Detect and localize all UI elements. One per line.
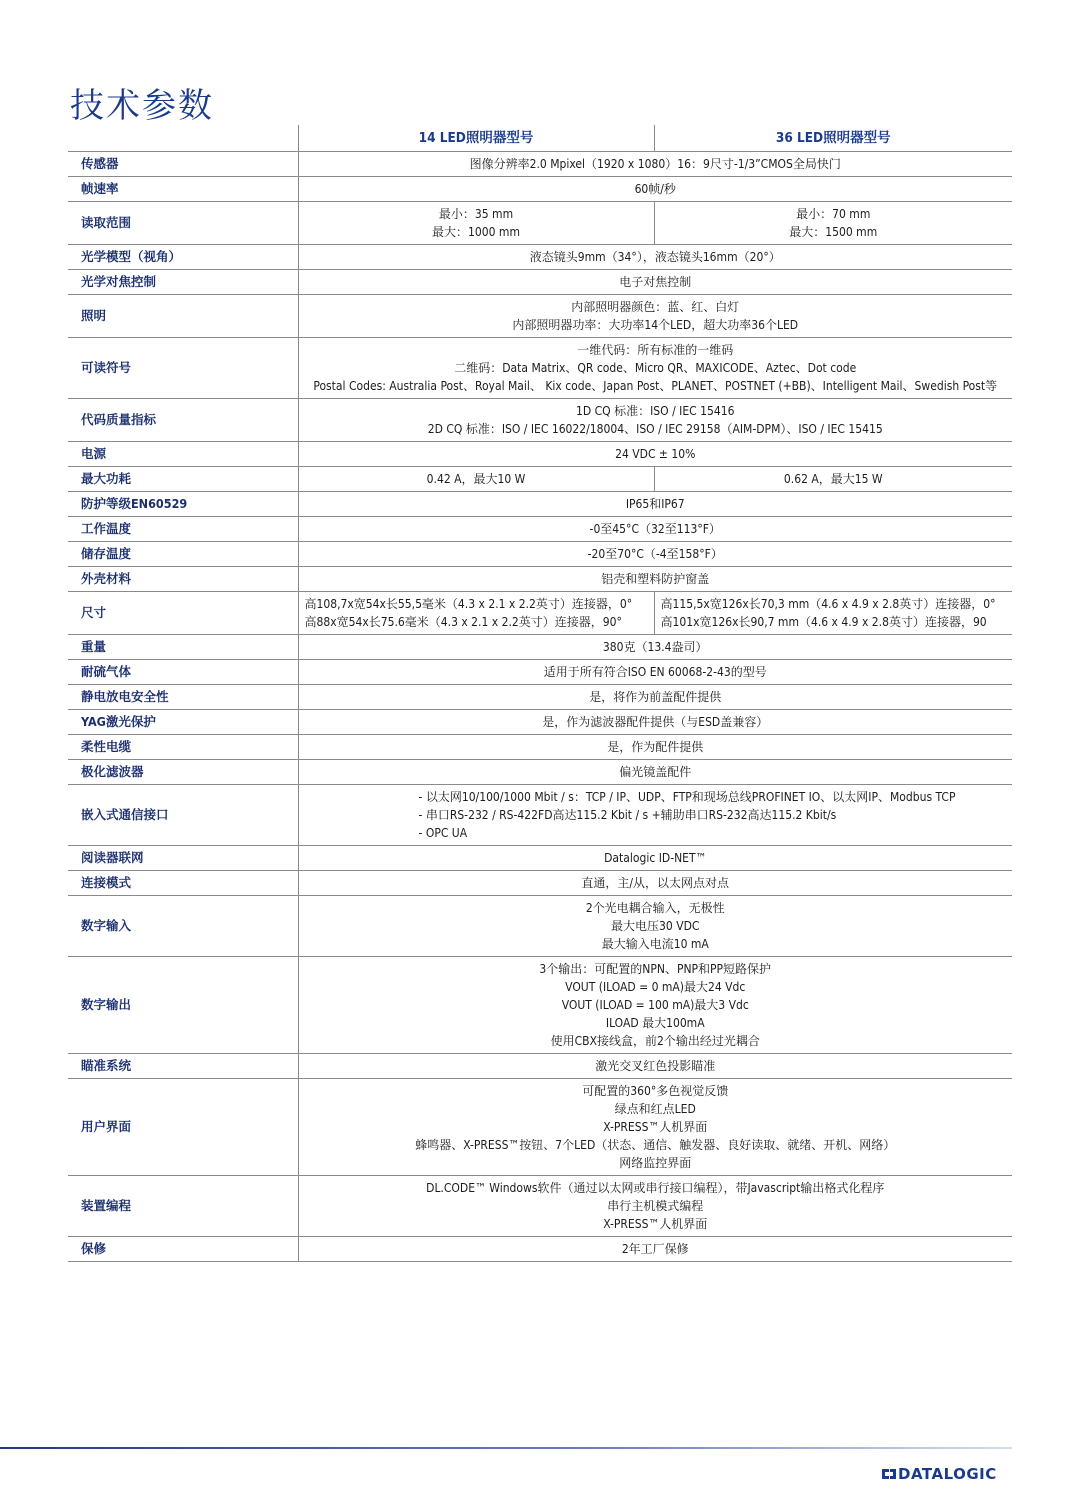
spec-label: 尺寸 (68, 592, 298, 635)
spec-value-line: 2年工厂保修 (621, 1242, 689, 1256)
spec-value-line: 最大输入电流10 mA (601, 937, 709, 951)
spec-label: 极化滤波器 (68, 760, 298, 785)
spec-label: 嵌入式通信接口 (68, 785, 298, 846)
table-row (68, 592, 1012, 635)
spec-value (298, 1237, 1012, 1262)
table-row (68, 517, 1012, 542)
table-row (68, 660, 1012, 685)
spec-body (68, 152, 1012, 1262)
spec-label: 重量 (68, 635, 298, 660)
spec-value-line: 绿点和红点LED (614, 1102, 696, 1116)
spec-value (298, 1176, 1012, 1237)
spec-value (298, 542, 1012, 567)
header-blank (68, 125, 298, 152)
spec-label: 防护等级EN60529 (68, 492, 298, 517)
spec-value-line: 24 VDC ± 10% (615, 447, 696, 461)
table-row (68, 177, 1012, 202)
spec-value (298, 152, 1012, 177)
table-row (68, 492, 1012, 517)
table-row (68, 152, 1012, 177)
spec-value-line: 2D CQ 标准：ISO / IEC 16022/18004、ISO / IEC 29158（AIM-DPM）、ISO / IEC 15415 (427, 422, 883, 436)
table-row (68, 735, 1012, 760)
table-row (68, 338, 1012, 399)
header-36led: 36 LED照明器型号 (654, 125, 1012, 152)
table-row (68, 846, 1012, 871)
table-row (68, 710, 1012, 735)
spec-value-line: ILOAD 最大100mA (605, 1016, 705, 1030)
spec-value (298, 846, 1012, 871)
datalogic-logo (880, 1464, 997, 1484)
spec-value (298, 635, 1012, 660)
spec-value-line: X-PRESS™人机界面 (603, 1120, 708, 1134)
spec-label: 连接模式 (68, 871, 298, 896)
spec-value-line: 可配置的360°多色视觉反馈 (582, 1084, 729, 1098)
spec-value (654, 202, 1012, 245)
spec-value-line: 3个输出：可配置的NPN、PNP和PP短路保护 (539, 962, 772, 976)
spec-value (298, 202, 654, 245)
spec-value-line: 0.42 A，最大10 W (426, 472, 526, 486)
spec-value (298, 338, 1012, 399)
table-row (68, 685, 1012, 710)
table-row (68, 1237, 1012, 1262)
table-row (68, 442, 1012, 467)
spec-value-line: 液态镜头9mm（34°），液态镜头16mm（20°） (529, 250, 781, 264)
spec-value-line: 最大：1000 mm (432, 225, 520, 239)
spec-value-line: 一维代码：所有标准的一维码 (577, 343, 734, 357)
spec-label: 外壳材料 (68, 567, 298, 592)
spec-value-line: 偏光镜盖配件 (619, 765, 692, 779)
spec-value-line: 2个光电耦合输入，无极性 (585, 901, 725, 915)
spec-label: 数字输出 (68, 957, 298, 1054)
spec-value-line: -20至70°C（-4至158°F） (587, 547, 723, 561)
spec-value (654, 467, 1012, 492)
page-title: 技术参数 (70, 86, 214, 126)
spec-value-line: 电子对焦控制 (619, 275, 692, 289)
footer-rule (0, 1447, 1012, 1449)
spec-value-line: 高101x宽126x长90,7 mm（4.6 x 4.9 x 2.8英寸）连接器，90 (660, 615, 987, 629)
spec-value-line: 380克（13.4盎司） (602, 640, 708, 654)
spec-value (298, 442, 1012, 467)
spec-label: 保修 (68, 1237, 298, 1262)
spec-value (298, 660, 1012, 685)
spec-value-line: - 以太网10/100/1000 Mbit / s：TCP / IP、UDP、FTP和现场总线PROFINET IO、以太网IP、Modbus TCP (418, 790, 956, 804)
spec-value-line: 1D CQ 标准：ISO / IEC 15416 (576, 404, 735, 418)
spec-value (298, 710, 1012, 735)
spec-label: 照明 (68, 295, 298, 338)
table-row (68, 896, 1012, 957)
spec-value-line: - OPC UA (418, 826, 468, 840)
spec-value (298, 685, 1012, 710)
spec-label: 阅读器联网 (68, 846, 298, 871)
spec-value-line: 最大电压30 VDC (611, 919, 700, 933)
datalogic-mark-icon (880, 1466, 898, 1482)
spec-value-line: X-PRESS™人机界面 (603, 1217, 708, 1231)
spec-value-line: - 串口RS-232 / RS-422FD高达115.2 Kbit / s +辅助串口RS-232高达115.2 Kbit/s (418, 808, 837, 822)
spec-value-line: 串行主机模式编程 (607, 1199, 704, 1213)
spec-label: 工作温度 (68, 517, 298, 542)
spec-label: 传感器 (68, 152, 298, 177)
spec-label: 光学模型（视角） (68, 245, 298, 270)
spec-value-line: 铝壳和塑料防护窗盖 (601, 572, 710, 586)
spec-value (298, 467, 654, 492)
table-row (68, 1176, 1012, 1237)
spec-label: 最大功耗 (68, 467, 298, 492)
spec-label: YAG激光保护 (68, 710, 298, 735)
spec-value-line: 二维码：Data Matrix、QR code、Micro QR、MAXICODE、Aztec、Dot code (454, 361, 857, 375)
spec-label: 数字输入 (68, 896, 298, 957)
spec-value (298, 517, 1012, 542)
table-row (68, 957, 1012, 1054)
spec-value-line: 图像分辨率2.0 Mpixel（1920 x 1080）16：9尺寸-1/3”CMOS全局快门 (469, 157, 841, 171)
spec-label: 静电放电安全性 (68, 685, 298, 710)
spec-value-line: -0至45°C（32至113°F） (589, 522, 721, 536)
spec-value-line: IP65和IP67 (625, 497, 685, 511)
spec-value (298, 735, 1012, 760)
spec-label: 帧速率 (68, 177, 298, 202)
spec-value (298, 270, 1012, 295)
spec-label: 电源 (68, 442, 298, 467)
spec-label: 耐硫气体 (68, 660, 298, 685)
spec-value-line: 使用CBX接线盒，前2个输出经过光耦合 (550, 1034, 760, 1048)
spec-value (298, 896, 1012, 957)
spec-value-line: 最小：35 mm (438, 207, 514, 221)
spec-label: 装置编程 (68, 1176, 298, 1237)
table-row (68, 635, 1012, 660)
spec-value-line: 高88x宽54x长75.6毫米（4.3 x 2.1 x 2.2英寸）连接器，90° (304, 615, 622, 629)
spec-label: 瞄准系统 (68, 1054, 298, 1079)
spec-value-line: 激光交叉红色投影瞄准 (595, 1059, 716, 1073)
table-row (68, 785, 1012, 846)
spec-label: 柔性电缆 (68, 735, 298, 760)
header-14led: 14 LED照明器型号 (298, 125, 654, 152)
spec-value-line: VOUT (ILOAD = 100 mA)最大3 Vdc (561, 998, 749, 1012)
table-row (68, 542, 1012, 567)
table-row (68, 295, 1012, 338)
table-row (68, 270, 1012, 295)
spec-value (298, 760, 1012, 785)
table-row (68, 467, 1012, 492)
spec-value (654, 592, 1012, 635)
spec-value (298, 1079, 1012, 1176)
spec-value-line: Postal Codes: Australia Post、Royal Mail、 Kix code、Japan Post、PLANET、POSTNET (+BB)、Intelligent Mail、Swedish Post等 (313, 379, 998, 393)
spec-value-line: 蜂鸣器、X-PRESS™按钮、7个LED（状态、通信、触发器、良好读取、就绪、开机、网络） (415, 1138, 896, 1152)
spec-value-line: 内部照明器颜色：蓝、红、白灯 (571, 300, 740, 314)
spec-value-line: DL.CODE™ Windows软件（通过以太网或串行接口编程），带Javascript输出格式化程序 (426, 1181, 885, 1195)
spec-value-line: 是，作为滤波器配件提供（与ESD盖兼容） (542, 715, 769, 729)
table-row (68, 567, 1012, 592)
spec-value-line: 直通，主/从，以太网点对点 (581, 876, 730, 890)
table-row (68, 1054, 1012, 1079)
spec-label: 可读符号 (68, 338, 298, 399)
spec-value (298, 245, 1012, 270)
spec-value (298, 957, 1012, 1054)
spec-value-line: 60帧/秒 (634, 182, 676, 196)
spec-label: 用户界面 (68, 1079, 298, 1176)
spec-label: 读取范围 (68, 202, 298, 245)
spec-value-line: 网络监控界面 (619, 1156, 692, 1170)
table-row (68, 202, 1012, 245)
spec-label: 储存温度 (68, 542, 298, 567)
spec-value (298, 399, 1012, 442)
table-row (68, 245, 1012, 270)
table-row (68, 760, 1012, 785)
spec-table (68, 125, 1012, 1262)
spec-value-line: 0.62 A，最大15 W (783, 472, 883, 486)
spec-value (298, 492, 1012, 517)
spec-value-line: 适用于所有符合ISO EN 60068-2-43的型号 (543, 665, 767, 679)
spec-value (298, 295, 1012, 338)
spec-value-line: VOUT (ILOAD = 0 mA)最大24 Vdc (565, 980, 746, 994)
spec-value (298, 1054, 1012, 1079)
spec-value-line: 高115,5x宽126x长70,3 mm（4.6 x 4.9 x 2.8英寸）连接器，0° (660, 597, 996, 611)
spec-value-line: Datalogic ID-NET™ (604, 851, 707, 865)
spec-value-line: 最大：1500 mm (789, 225, 878, 239)
spec-value-line: 最小：70 mm (796, 207, 871, 221)
table-row (68, 1079, 1012, 1176)
spec-label: 代码质量指标 (68, 399, 298, 442)
spec-value-line: 高108,7x宽54x长55,5毫米（4.3 x 2.1 x 2.2英寸）连接器，0° (304, 597, 633, 611)
spec-value (298, 177, 1012, 202)
table-header-row (68, 125, 1012, 152)
spec-label: 光学对焦控制 (68, 270, 298, 295)
spec-value-line: 是，作为配件提供 (607, 740, 704, 754)
logo-text: DATALOGIC (898, 1465, 997, 1483)
spec-value (298, 871, 1012, 896)
spec-value (298, 567, 1012, 592)
table-row (68, 399, 1012, 442)
table-row (68, 871, 1012, 896)
spec-value-line: 内部照明器功率：大功率14个LED，超大功率36个LED (512, 318, 799, 332)
spec-value (298, 592, 654, 635)
spec-value (298, 785, 1012, 846)
spec-value-line: 是，将作为前盖配件提供 (589, 690, 722, 704)
